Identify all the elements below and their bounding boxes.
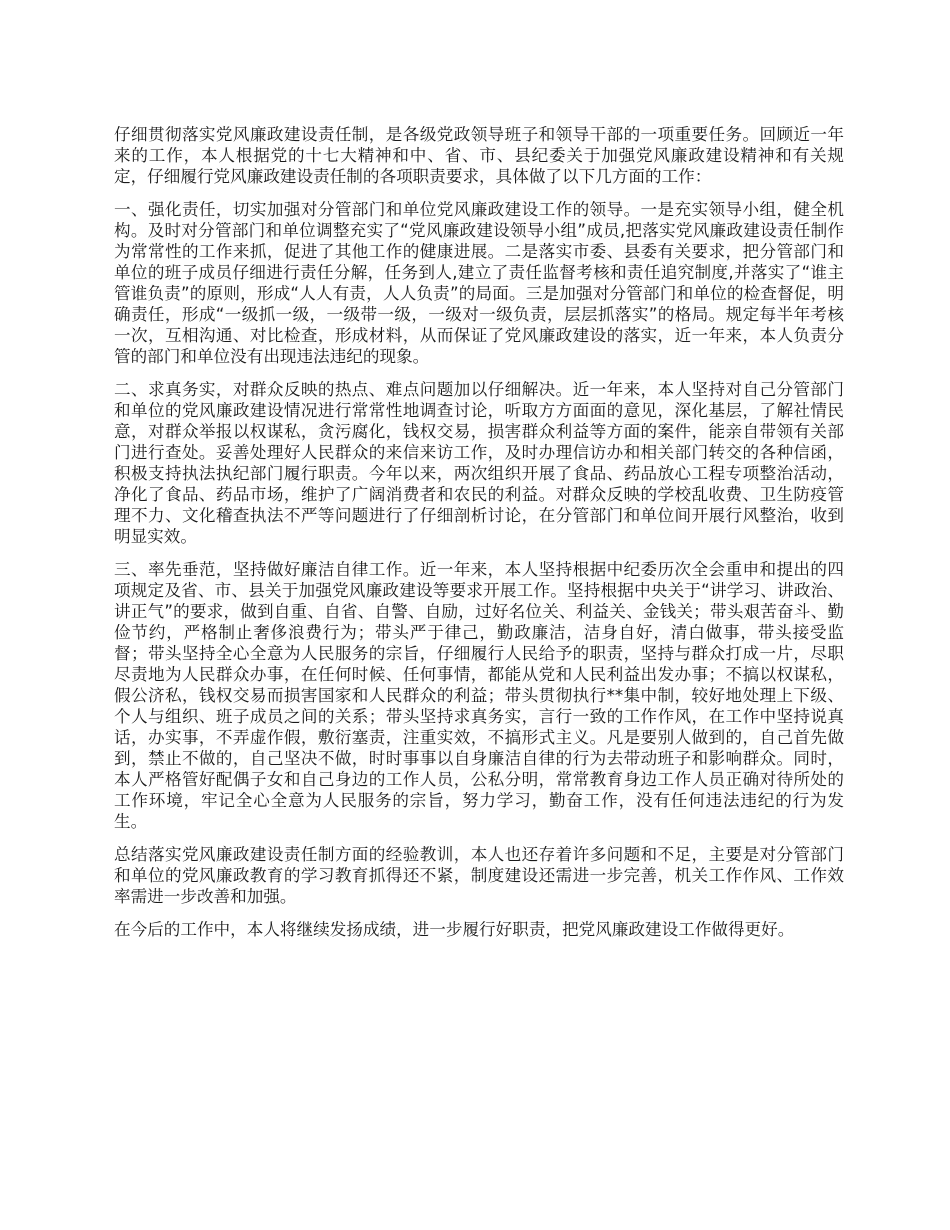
document-body bbox=[114, 124, 844, 952]
section-two-paragraph: 二、求真务实，对群众反映的热点、难点问题加以仔细解决。近一年来，本人坚持对自己分管部门和单位的党风廉政建设情况进行常常性地调查讨论，听取方方面面的意见，深化基层，了解社情民意，对群众举报以权谋私，贪污腐化，钱权交易，损害群众利益等方面的案件，能亲自带领有关部门进行查处。妥善处理好人民群众的来信来访工作，及时办理信访办和相关部门转交的各种信函，积极支持执法执纪部门履行职责。今年以来，两次组织开展了食品、药品放心工程专项整治活动，净化了食品、药品市场，维护了广阔消费者和农民的利益。对群众反映的学校乱收费、卫生防疫管理不力、文化稽查执法不严等问题进行了仔细剖析讨论，在分管部门和单位间开展行风整治，收到明显实效。 bbox=[114, 380, 844, 546]
section-one-paragraph: 一、强化责任，切实加强对分管部门和单位党风廉政建设工作的领导。一是充实领导小组，健全机构。及时对分管部门和单位调整充实了“党风廉政建设领导小组”成员,把落实党风廉政建设责任制作为常常性的工作来抓，促进了其他工作的健康进展。二是落实市委、县委有关要求，把分管部门和单位的班子成员仔细进行责任分解，任务到人,建立了责任监督考核和责任追究制度,并落实了“谁主管谁负责”的原则，形成“人人有责，人人负责”的局面。三是加强对分管部门和单位的检查督促，明确责任，形成“一级抓一级，一级带一级，一级对一级负责，层层抓落实”的格局。规定每半年考核一次，互相沟通、对比检查，形成材料，从而保证了党风廉政建设的落实，近一年来，本人负责分管的部门和单位没有出现违法违纪的现象。 bbox=[114, 200, 844, 366]
closing-paragraph: 在今后的工作中，本人将继续发扬成绩，进一步履行好职责，把党风廉政建设工作做得更好。 bbox=[114, 920, 795, 939]
section-three-paragraph: 三、率先垂范，坚持做好廉洁自律工作。近一年来，本人坚持根据中纪委历次全会重申和提出的四项规定及省、市、县关于加强党风廉政建设等要求开展工作。坚持根据中央关于“讲学习、讲政治、讲正气”的要求，做到自重、自省、自警、自励，过好名位关、利益关、金钱关；带头艰苦奋斗、勤俭节约，严格制止奢侈浪费行为；带头严于律己，勤政廉洁，洁身自好，清白做事，带头接受监督；带头坚持全心全意为人民服务的宗旨，仔细履行人民给予的职责，坚持与群众打成一片，尽职尽责地为人民群众办事，在任何时候、任何事情，都能从党和人民利益出发办事；不搞以权谋私，假公济私，钱权交易而损害国家和人民群众的利益；带头贯彻执行**集中制，较好地处理上下级、个人与组织、班子成员之间的关系；带头坚持求真务实，言行一致的工作作风，在工作中坚持说真话，办实事，不弄虚作假，敷衍塞责，注重实效，不搞形式主义。凡是要别人做到的，自己首先做到，禁止不做的，自己坚决不做，时时事事以自身廉洁自律的行为去带动班子和影响群众。同时，本人严格管好配偶子女和自己身边的工作人员，公私分明，常常教育身边工作人员正确对待所处的工作环境，牢记全心全意为人民服务的宗旨，努力学习，勤奋工作，没有任何违法违纪的行为发生。 bbox=[114, 560, 844, 831]
intro-paragraph: 仔细贯彻落实党风廉政建设责任制，是各级党政领导班子和领导干部的一项重要任务。回顾近一年来的工作，本人根据党的十七大精神和中、省、市、县纪委关于加强党风廉政建设精神和有关规定，仔细履行党风廉政建设责任制的各项职责要求，具体做了以下几方面的工作： bbox=[114, 125, 844, 186]
summary-paragraph: 总结落实党风廉政建设责任制方面的经验教训，本人也还存着许多问题和不足，主要是对分管部门和单位的党风廉政教育的学习教育抓得还不紧，制度建设还需进一步完善，机关工作作风、工作效率需进一步改善和加强。 bbox=[114, 845, 844, 906]
